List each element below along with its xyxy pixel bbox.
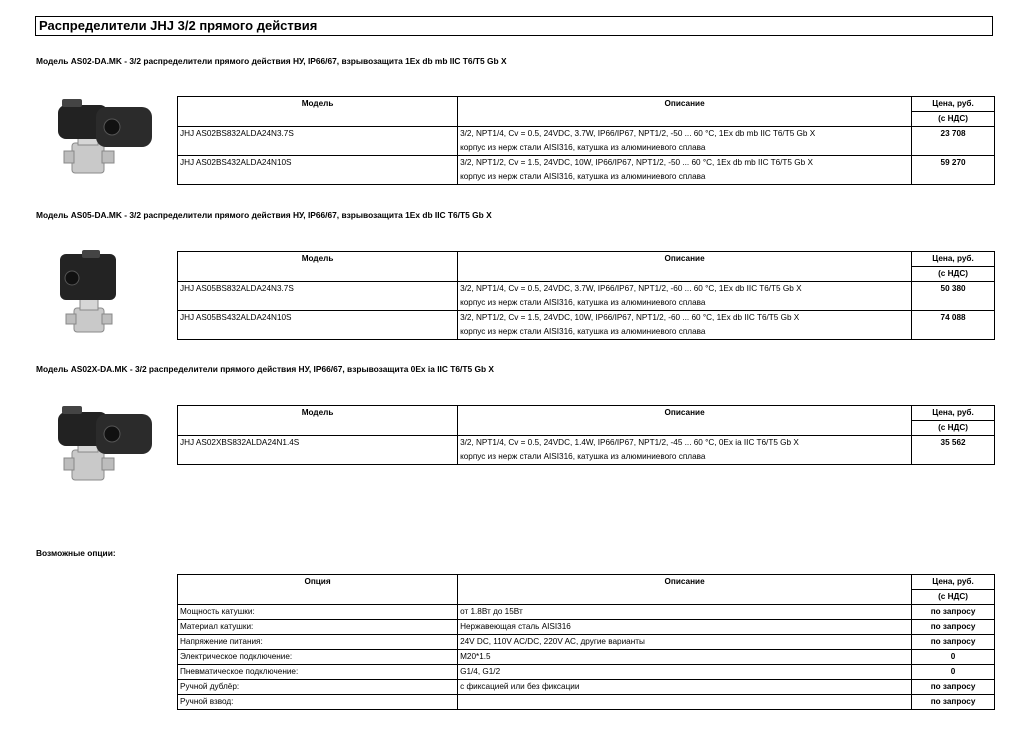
description-cell: 3/2, NPT1/4, Cv = 0.5, 24VDC, 1.4W, IP66/IP67, NPT1/2, -45 ... 60 °C, 0Ex ia IIC T6/T5 Gb X [458, 436, 912, 451]
model-cell: JHJ AS02XBS832ALDA24N1.4S [178, 436, 458, 451]
col-header-description: Описание [458, 406, 912, 436]
col-header-model: Модель [178, 406, 458, 436]
price-cell: 0 [912, 650, 995, 665]
price-cell: 50 380 [912, 282, 995, 297]
table-row [178, 605, 995, 620]
table-row [178, 650, 995, 665]
table-as02x [177, 405, 995, 465]
price-cell: по запросу [912, 605, 995, 620]
col-header-description: Описание [458, 97, 912, 127]
price-cell: по запросу [912, 635, 995, 650]
col-header-price: Цена, руб. [912, 97, 995, 112]
section-heading-as02x: Модель AS02X-DA.MK - 3/2 распределители прямого действия НУ, IP66/67, взрывозащита 0Ex ia IIC T6/T5 Gb X [36, 364, 494, 374]
page-title: Распределители JHJ 3/2 прямого действия [35, 16, 993, 36]
table-row-cont [178, 325, 995, 340]
valve-as02-image [52, 95, 160, 177]
description-cell: G1/4, G1/2 [458, 665, 912, 680]
model-cell: JHJ AS02BS432ALDA24N10S [178, 156, 458, 171]
col-header-price-vat: (с НДС) [912, 267, 995, 282]
col-header-price: Цена, руб. [912, 406, 995, 421]
table-row-cont [178, 170, 995, 185]
model-cell: JHJ AS05BS432ALDA24N10S [178, 311, 458, 326]
description-cell: 3/2, NPT1/4, Cv = 0.5, 24VDC, 3.7W, IP66/IP67, NPT1/2, -50 ... 60 °C, 1Ex db mb IIC T6/T5 Gb X [458, 127, 912, 142]
model-cell: JHJ AS02BS832ALDA24N3.7S [178, 127, 458, 142]
col-header-option: Опция [178, 575, 458, 605]
table-row-cont [178, 296, 995, 311]
price-cell: по запросу [912, 620, 995, 635]
col-header-price: Цена, руб. [912, 252, 995, 267]
description-cell: M20*1.5 [458, 650, 912, 665]
col-header-description: Описание [458, 252, 912, 282]
price-cell: 23 708 [912, 127, 995, 142]
table-row [178, 665, 995, 680]
description-cell-2: корпус из нерж стали AISI316, катушка из алюминиевого сплава [458, 141, 912, 156]
col-header-price-vat: (с НДС) [912, 590, 995, 605]
col-header-model: Модель [178, 97, 458, 127]
description-cell [458, 695, 912, 710]
valve-as02x-image [52, 402, 160, 484]
col-header-description: Описание [458, 575, 912, 605]
description-cell: 3/2, NPT1/4, Cv = 0.5, 24VDC, 3.7W, IP66/IP67, NPT1/2, -60 ... 60 °C, 1Ex db IIC T6/T5 Gb X [458, 282, 912, 297]
table-row [178, 436, 995, 451]
description-cell: Нержавеющая сталь AISI316 [458, 620, 912, 635]
description-cell-2: корпус из нерж стали AISI316, катушка из алюминиевого сплава [458, 450, 912, 465]
table-row [178, 695, 995, 710]
description-cell: с фиксацией или без фиксации [458, 680, 912, 695]
description-cell: 3/2, NPT1/2, Cv = 1.5, 24VDC, 10W, IP66/IP67, NPT1/2, -50 ... 60 °C, 1Ex db mb IIC T6/T5 Gb X [458, 156, 912, 171]
col-header-model: Модель [178, 252, 458, 282]
section-heading-as05: Модель AS05-DA.MK - 3/2 распределители прямого действия НУ, IP66/67, взрывозащита 1Ex db IIC T6/T5 Gb X [36, 210, 492, 220]
option-cell: Электрическое подключение: [178, 650, 458, 665]
price-cell: по запросу [912, 695, 995, 710]
model-cell: JHJ AS05BS832ALDA24N3.7S [178, 282, 458, 297]
table-row-cont [178, 141, 995, 156]
option-cell: Материал катушки: [178, 620, 458, 635]
price-cell: 74 088 [912, 311, 995, 326]
price-cell: по запросу [912, 680, 995, 695]
col-header-price-vat: (с НДС) [912, 421, 995, 436]
price-cell: 59 270 [912, 156, 995, 171]
option-cell: Ручной взвод: [178, 695, 458, 710]
valve-as05-image [52, 248, 160, 336]
table-options [177, 574, 995, 710]
table-as05 [177, 251, 995, 340]
description-cell: от 1.8Вт до 15Вт [458, 605, 912, 620]
price-cell: 35 562 [912, 436, 995, 451]
description-cell: 3/2, NPT1/2, Cv = 1.5, 24VDC, 10W, IP66/IP67, NPT1/2, -60 ... 60 °C, 1Ex db IIC T6/T5 Gb X [458, 311, 912, 326]
option-cell: Пневматическое подключение: [178, 665, 458, 680]
option-cell: Ручной дублёр: [178, 680, 458, 695]
option-cell: Мощность катушки: [178, 605, 458, 620]
section-heading-as02: Модель AS02-DA.MK - 3/2 распределители прямого действия НУ, IP66/67, взрывозащита 1Ex db mb IIC T6/T5 Gb X [36, 56, 507, 66]
col-header-price: Цена, руб. [912, 575, 995, 590]
table-row [178, 127, 995, 142]
table-row [178, 282, 995, 297]
price-cell: 0 [912, 665, 995, 680]
description-cell-2: корпус из нерж стали AISI316, катушка из алюминиевого сплава [458, 296, 912, 311]
table-row [178, 156, 995, 171]
table-as02 [177, 96, 995, 185]
table-row [178, 680, 995, 695]
table-row [178, 635, 995, 650]
table-row [178, 311, 995, 326]
table-row-cont [178, 450, 995, 465]
description-cell: 24V DC, 110V AC/DC, 220V AC, другие варианты [458, 635, 912, 650]
description-cell-2: корпус из нерж стали AISI316, катушка из алюминиевого сплава [458, 170, 912, 185]
description-cell-2: корпус из нерж стали AISI316, катушка из алюминиевого сплава [458, 325, 912, 340]
col-header-price-vat: (с НДС) [912, 112, 995, 127]
table-row [178, 620, 995, 635]
option-cell: Напряжение питания: [178, 635, 458, 650]
options-heading: Возможные опции: [36, 548, 116, 558]
